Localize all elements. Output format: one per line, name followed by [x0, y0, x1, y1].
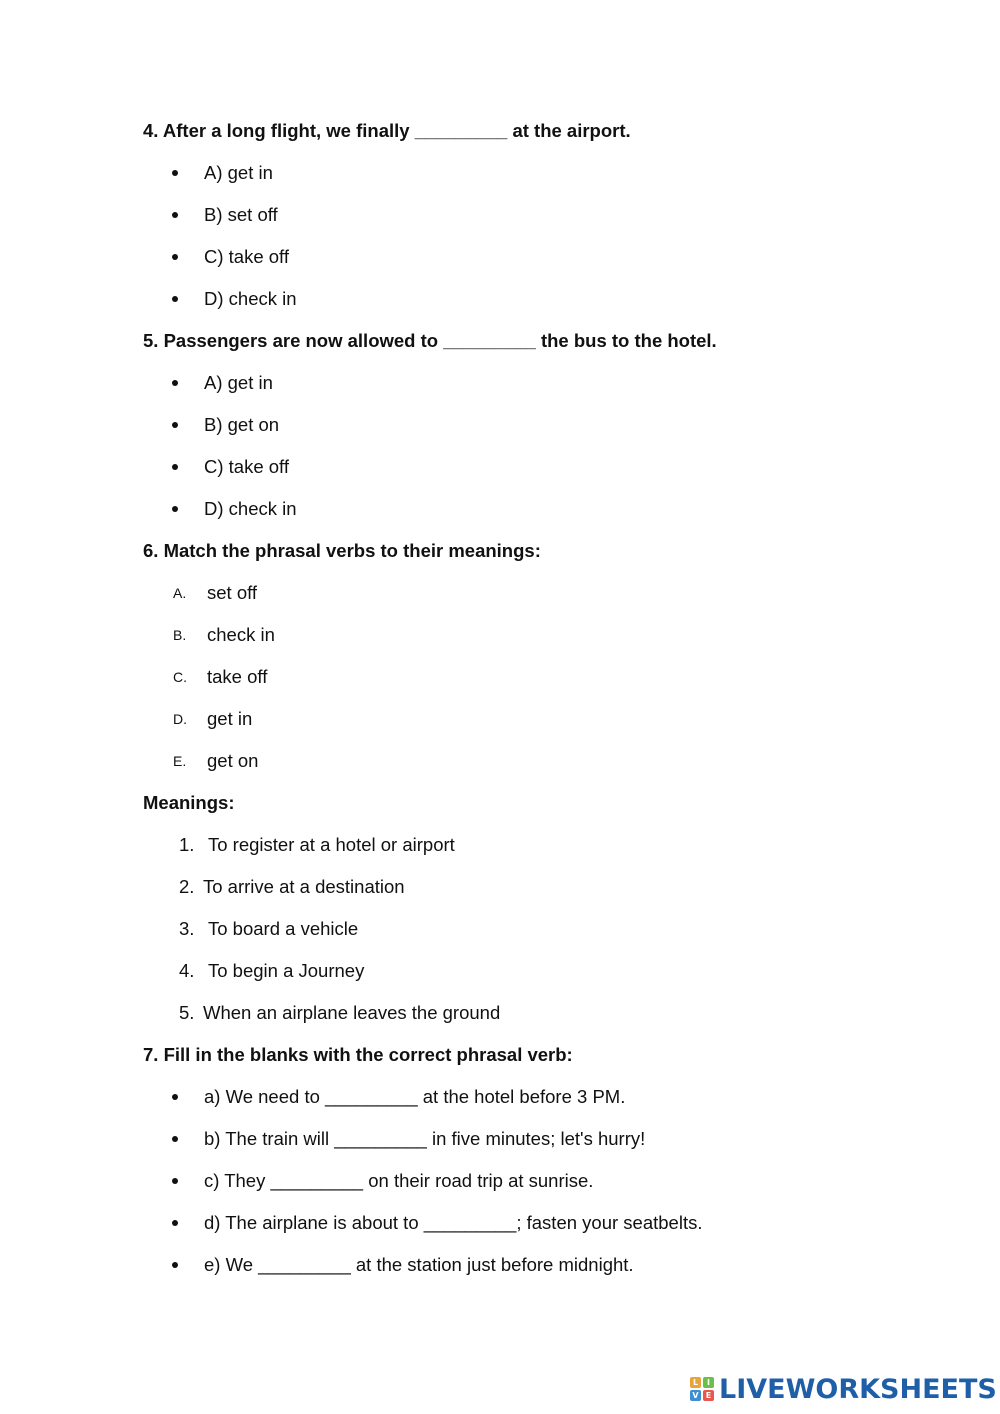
- list-marker: 5.: [179, 1002, 195, 1023]
- question-4-prompt: 4. After a long flight, we finally _________ at the airport.: [143, 120, 631, 141]
- list-marker: E.: [173, 753, 187, 769]
- bullet-icon: [172, 1220, 178, 1226]
- phrasal-verb-text: take off: [207, 666, 268, 687]
- bullet-icon: [172, 380, 178, 386]
- option-text: A) get in: [204, 162, 273, 183]
- option-text: C) take off: [204, 456, 290, 477]
- meaning-text: To begin a Journey: [208, 960, 365, 981]
- bullet-icon: [172, 422, 178, 428]
- bullet-icon: [172, 1178, 178, 1184]
- fill-blank-text: e) We _________ at the station just before midnight.: [204, 1254, 634, 1275]
- bullet-icon: [172, 1136, 178, 1142]
- logo-mark-tile: I: [703, 1377, 714, 1388]
- list-marker: A.: [173, 585, 187, 601]
- list-marker: 1.: [179, 834, 195, 855]
- meanings-heading: Meanings:: [143, 792, 235, 813]
- question-7-prompt: 7. Fill in the blanks with the correct phrasal verb:: [143, 1044, 573, 1065]
- bullet-icon: [172, 506, 178, 512]
- phrasal-verb-text: get in: [207, 708, 253, 729]
- option-text: A) get in: [204, 372, 273, 393]
- bullet-icon: [172, 1262, 178, 1268]
- phrasal-verb-text: get on: [207, 750, 259, 771]
- liveworksheets-logo[interactable]: [690, 1373, 997, 1407]
- list-marker: 3.: [179, 918, 195, 939]
- logo-mark-tile: E: [703, 1390, 714, 1401]
- bullet-icon: [172, 254, 178, 260]
- logo-mark-tile: L: [690, 1377, 701, 1388]
- list-marker: C.: [173, 669, 187, 685]
- bullet-icon: [172, 1094, 178, 1100]
- question-5-prompt: 5. Passengers are now allowed to _________ the bus to the hotel.: [143, 330, 717, 351]
- bullet-icon: [172, 296, 178, 302]
- question-6-prompt: 6. Match the phrasal verbs to their meanings:: [143, 540, 541, 561]
- phrasal-verb-text: check in: [207, 624, 275, 645]
- fill-blank-text: c) They _________ on their road trip at sunrise.: [204, 1170, 594, 1191]
- logo-mark-tile: V: [690, 1390, 701, 1401]
- list-marker: D.: [173, 711, 187, 727]
- option-text: D) check in: [204, 498, 297, 519]
- list-marker: 2.: [179, 876, 195, 897]
- phrasal-verb-text: set off: [207, 582, 258, 603]
- fill-blank-text: a) We need to _________ at the hotel before 3 PM.: [204, 1086, 626, 1107]
- meaning-text: To register at a hotel or airport: [208, 834, 455, 855]
- option-text: B) get on: [204, 414, 280, 435]
- meaning-text: When an airplane leaves the ground: [203, 1002, 501, 1023]
- logo-wordmark: LIVEWORKSHEETS: [719, 1374, 997, 1405]
- option-text: D) check in: [204, 288, 297, 309]
- fill-blank-text: b) The train will _________ in five minutes; let's hurry!: [204, 1128, 646, 1149]
- logo-mark-icon: [690, 1377, 716, 1403]
- meaning-text: To board a vehicle: [208, 918, 359, 939]
- list-marker: B.: [173, 627, 187, 643]
- meaning-text: To arrive at a destination: [203, 876, 405, 897]
- bullet-icon: [172, 212, 178, 218]
- option-text: B) set off: [204, 204, 278, 225]
- bullet-icon: [172, 464, 178, 470]
- bullet-icon: [172, 170, 178, 176]
- fill-blank-text: d) The airplane is about to _________; fasten your seatbelts.: [204, 1212, 703, 1233]
- option-text: C) take off: [204, 246, 290, 267]
- list-marker: 4.: [179, 960, 195, 981]
